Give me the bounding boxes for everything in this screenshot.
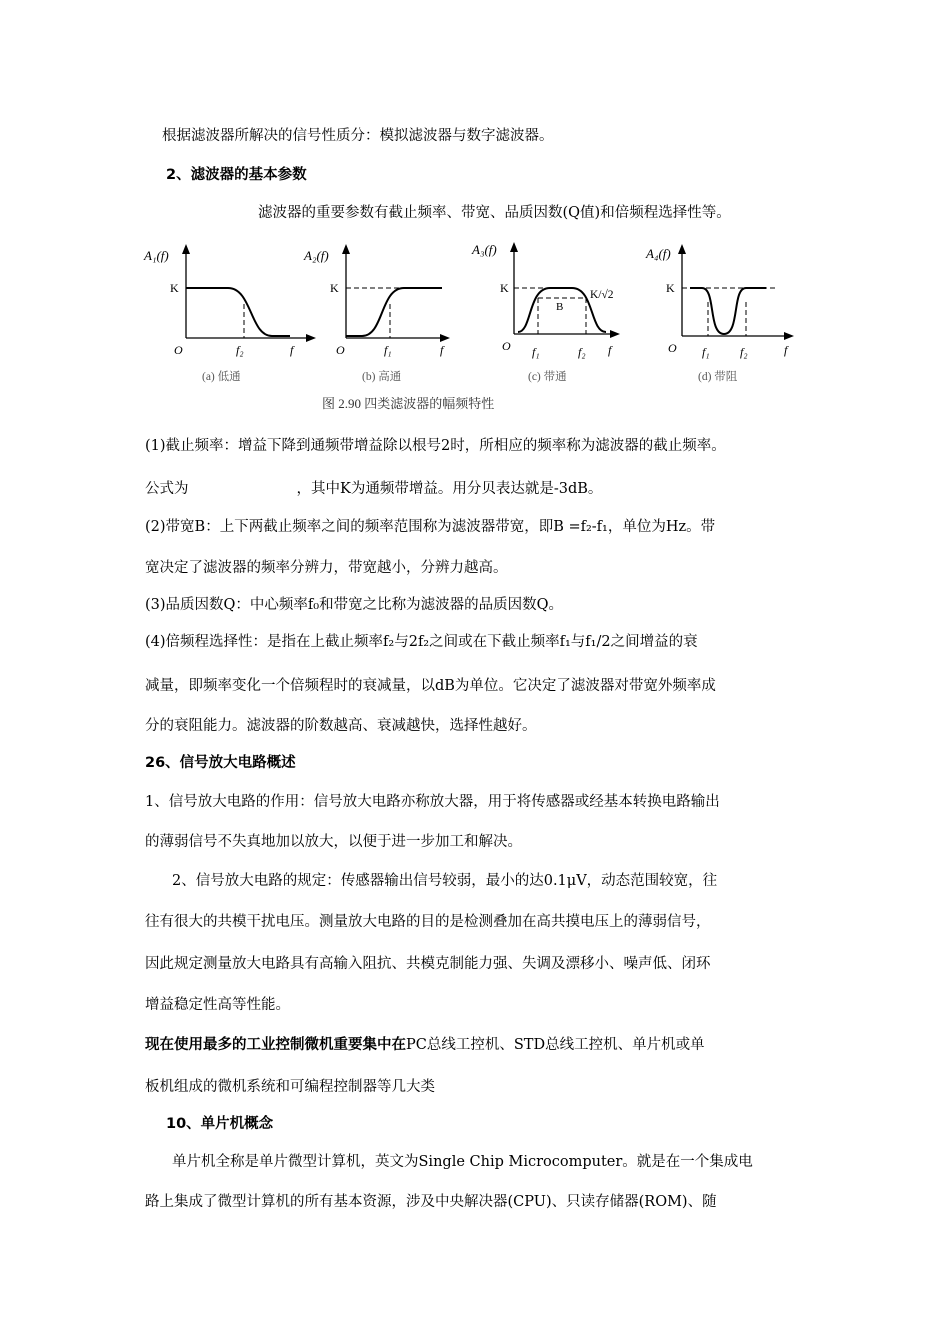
panel-c-k-over-root2: K/√2: [590, 289, 614, 301]
para-bandwidth-cont: 宽决定了滤波器的频率分辨力，带宽越小，分辨力越高。: [145, 560, 508, 576]
panel-c-ylabel: A₃(f): [472, 242, 497, 257]
filter-amplitude-figure: [140, 238, 820, 423]
para-filter-params-intro: 滤波器的重要参数有截止频率、带宽、品质因数(Q值)和倍频程选择性等。: [258, 205, 731, 221]
panel-b-tick-f1: f₁: [384, 343, 392, 357]
panel-b-origin: O: [336, 343, 345, 357]
panel-a-origin: O: [174, 343, 183, 357]
para-octave-selectivity-cont2: 分的衰阻能力。滤波器的阶数越高、衰减越快，选择性越好。: [145, 718, 537, 734]
panel-d-ylabel: A₄(f): [646, 246, 671, 261]
panel-a-tick-f2: f₂: [236, 343, 244, 357]
para-industrial-computers-cont: 板机组成的微机系统和可编程控制器等几大类: [145, 1079, 435, 1095]
panel-d-tick-f2: f₂: [740, 345, 748, 359]
para-amplifier-function: 1、信号放大电路的作用：信号放大电路亦称放大器，用于将传感器或经基本转换电路输出: [145, 794, 720, 810]
panel-c-bandwidth-label: B: [556, 301, 564, 313]
panel-bandpass: [471, 242, 620, 383]
panel-b-ylabel: A₂(f): [304, 248, 329, 263]
para-amplifier-requirements-cont3: 增益稳定性高等性能。: [145, 997, 290, 1013]
panel-d-xaxis: f: [784, 343, 788, 357]
heading-single-chip: 10、单片机概念: [166, 1116, 274, 1132]
panel-a-ylabel: A₁(f): [144, 248, 169, 263]
figure-caption: 图 2.90 四类滤波器的幅频特性: [322, 396, 495, 411]
panel-highpass: [303, 244, 450, 383]
para-amplifier-function-cont: 的薄弱信号不失真地加以放大，以便于进一步加工和解决。: [145, 834, 522, 850]
industrial-computers-bold: 现在使用最多的工业控制微机重要集中在: [145, 1037, 406, 1053]
para-amplifier-requirements: 2、信号放大电路的规定：传感器输出信号较弱，最小的达0.1μV，动态范围较宽，往: [172, 873, 718, 889]
panel-c-tick-f1: f₁: [532, 345, 540, 359]
para-octave-selectivity-cont1: 减量，即频率变化一个倍频程时的衰减量，以dB为单位。它决定了滤波器对带宽外频率成: [145, 678, 716, 694]
panel-c-origin: O: [502, 339, 511, 353]
panel-c-tick-f2: f₂: [578, 345, 586, 359]
panel-c-sublabel: (c) 带通: [528, 371, 567, 383]
para-amplifier-requirements-cont1: 往有很大的共模干扰电压。测量放大电路的目的是检测叠加在高共摸电压上的薄弱信号，: [145, 914, 711, 930]
para-cutoff-frequency: (1)截止频率：增益下降到通频带增益除以根号2时，所相应的频率称为滤波器的截止频率。: [145, 438, 726, 454]
industrial-computers-rest: PC总线工控机、STD总线工控机、单片机或单: [406, 1037, 705, 1053]
para-bandwidth: (2)带宽B：上下两截止频率之间的频率范围称为滤波器带宽，即B =f₂-f₁，单位为Hz。带: [145, 519, 716, 535]
panel-b-k: K: [330, 281, 339, 295]
panel-a-k: K: [170, 281, 179, 295]
heading-filter-parameters: 2、滤波器的基本参数: [166, 167, 307, 183]
panel-lowpass: [143, 244, 316, 383]
para-single-chip: 单片机全称是单片微型计算机，英文为Single Chip Microcomputer。就是在一个集成电: [172, 1154, 753, 1170]
panel-b-sublabel: (b) 高通: [362, 371, 402, 383]
para-octave-selectivity: (4)倍频程选择性：是指在上截止频率f₂与2f₂之间或在下截止频率f₁与f₁/2之间增益的衰: [145, 634, 698, 650]
panel-d-k: K: [666, 281, 675, 295]
para-formula-line: [145, 479, 602, 499]
panel-d-origin: O: [668, 341, 677, 355]
para-single-chip-cont: 路上集成了微型计算机的所有基本资源，涉及中央解决器(CPU)、只读存储器(ROM)、随: [145, 1194, 717, 1210]
formula-label: 公式为: [145, 481, 189, 497]
heading-signal-amplifier: 26、信号放大电路概述: [145, 755, 296, 771]
panel-b-xaxis: f: [440, 343, 444, 357]
panel-a-xaxis: f: [290, 343, 294, 357]
para-quality-factor: (3)品质因数Q：中心频率f₀和带宽之比称为滤波器的品质因数Q。: [145, 597, 563, 613]
para-industrial-computers: [145, 1035, 705, 1055]
para-amplifier-requirements-cont2: 因此规定测量放大电路具有高输入阻抗、共模克制能力强、失调及漂移小、噪声低、闭环: [145, 956, 711, 972]
formula-explanation: ，其中K为通频带增益。用分贝表达就是-3dB。: [296, 481, 603, 497]
panel-c-k: K: [500, 281, 509, 295]
para-filter-classification: 根据滤波器所解决的信号性质分：模拟滤波器与数字滤波器。: [162, 128, 554, 144]
panel-bandstop: [645, 244, 794, 383]
panel-c-xaxis: f: [608, 343, 612, 357]
panel-d-tick-f1: f₁: [702, 345, 710, 359]
panel-d-sublabel: (d) 带阻: [698, 371, 738, 383]
panel-a-sublabel: (a) 低通: [202, 371, 241, 383]
